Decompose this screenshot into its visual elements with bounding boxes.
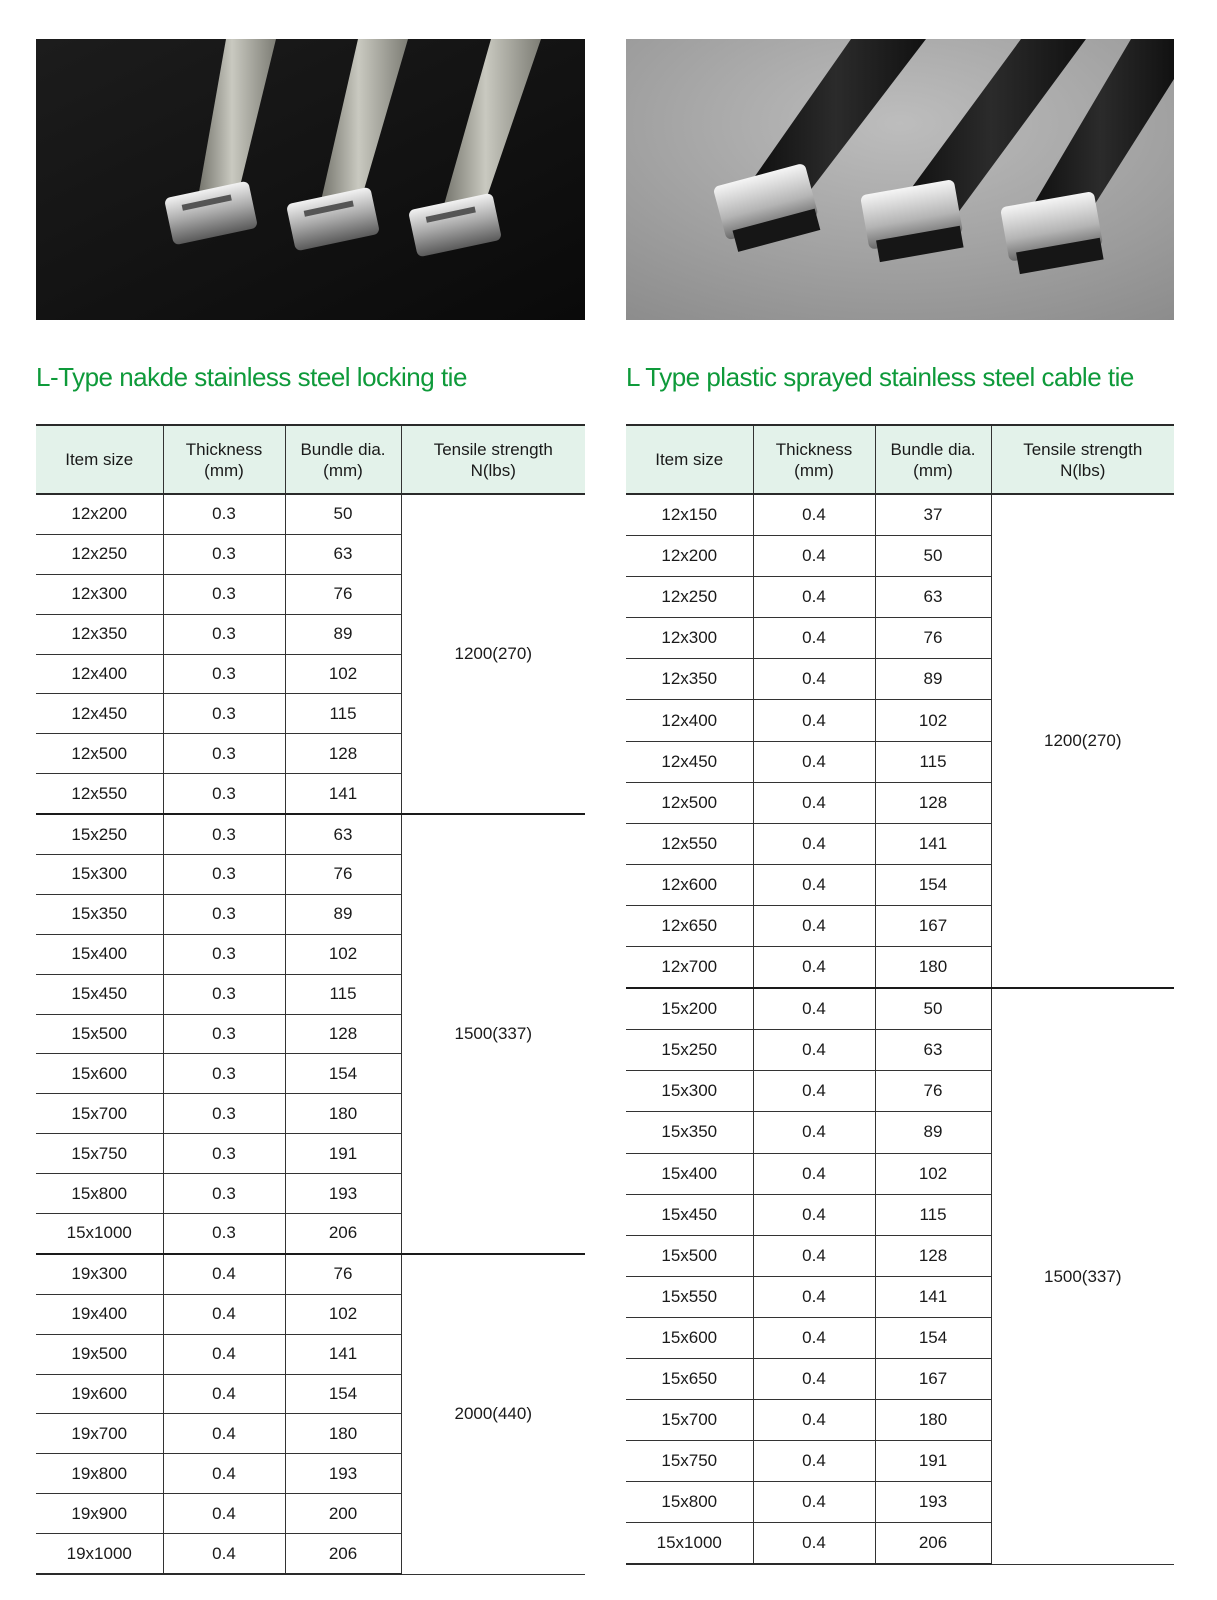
cell-thickness: 0.3 <box>163 694 285 734</box>
cell-item-size: 15x350 <box>626 1112 753 1153</box>
cell-bundle-dia: 128 <box>285 734 401 774</box>
cell-thickness: 0.4 <box>753 988 875 1030</box>
cell-item-size: 15x350 <box>36 894 163 934</box>
cell-bundle-dia: 102 <box>285 654 401 694</box>
cell-thickness: 0.4 <box>753 1030 875 1071</box>
cell-bundle-dia: 37 <box>875 494 991 536</box>
cell-thickness: 0.4 <box>163 1414 285 1454</box>
cell-item-size: 12x250 <box>626 577 753 618</box>
cell-thickness: 0.3 <box>163 934 285 974</box>
cell-tensile-strength: 1500(337) <box>991 988 1174 1564</box>
cell-thickness: 0.4 <box>753 1153 875 1194</box>
cell-bundle-dia: 89 <box>285 894 401 934</box>
cell-item-size: 15x800 <box>626 1482 753 1523</box>
cell-item-size: 12x450 <box>626 741 753 782</box>
cell-bundle-dia: 128 <box>875 782 991 823</box>
cell-item-size: 19x1000 <box>36 1534 163 1574</box>
cell-item-size: 19x900 <box>36 1494 163 1534</box>
cell-bundle-dia: 63 <box>875 1030 991 1071</box>
cell-bundle-dia: 154 <box>875 1317 991 1358</box>
naked-tie-spec-table <box>36 424 585 1575</box>
cell-item-size: 12x300 <box>36 574 163 614</box>
cell-item-size: 15x450 <box>36 974 163 1014</box>
cell-item-size: 15x500 <box>36 1014 163 1054</box>
cell-bundle-dia: 154 <box>285 1054 401 1094</box>
cell-thickness: 0.3 <box>163 534 285 574</box>
cell-bundle-dia: 180 <box>285 1094 401 1134</box>
cell-item-size: 12x200 <box>36 494 163 534</box>
cell-tensile-strength: 2000(440) <box>401 1254 585 1574</box>
right-section-title: L Type plastic sprayed stainless steel cable tie <box>626 362 1134 392</box>
cell-bundle-dia: 89 <box>875 1112 991 1153</box>
cell-bundle-dia: 141 <box>285 1334 401 1374</box>
cell-item-size: 15x750 <box>36 1134 163 1174</box>
cell-bundle-dia: 200 <box>285 1494 401 1534</box>
cell-bundle-dia: 115 <box>285 974 401 1014</box>
cell-bundle-dia: 76 <box>285 1254 401 1294</box>
cell-bundle-dia: 76 <box>285 574 401 614</box>
header-bundle-dia: Bundle dia. (mm) <box>285 425 401 494</box>
table-header-row <box>36 425 585 494</box>
cell-thickness: 0.4 <box>753 494 875 536</box>
cell-bundle-dia: 89 <box>875 659 991 700</box>
cell-bundle-dia: 115 <box>875 1194 991 1235</box>
cell-item-size: 15x750 <box>626 1441 753 1482</box>
cell-item-size: 15x300 <box>626 1071 753 1112</box>
cell-bundle-dia: 102 <box>875 700 991 741</box>
cell-item-size: 15x550 <box>626 1276 753 1317</box>
cell-bundle-dia: 154 <box>285 1374 401 1414</box>
table-row <box>626 988 1174 1030</box>
cell-thickness: 0.4 <box>753 741 875 782</box>
cell-thickness: 0.3 <box>163 494 285 534</box>
cell-tensile-strength: 1500(337) <box>401 814 585 1254</box>
cell-bundle-dia: 128 <box>285 1014 401 1054</box>
cell-bundle-dia: 191 <box>285 1134 401 1174</box>
cell-item-size: 12x350 <box>36 614 163 654</box>
cell-item-size: 12x600 <box>626 864 753 905</box>
cell-item-size: 12x300 <box>626 618 753 659</box>
cell-item-size: 15x400 <box>36 934 163 974</box>
cell-item-size: 15x1000 <box>626 1523 753 1565</box>
cell-bundle-dia: 180 <box>285 1414 401 1454</box>
cell-thickness: 0.3 <box>163 855 285 895</box>
cell-bundle-dia: 63 <box>285 814 401 854</box>
cell-thickness: 0.4 <box>753 577 875 618</box>
cell-thickness: 0.3 <box>163 974 285 1014</box>
header-tensile-strength: Tensile strength N(lbs) <box>401 425 585 494</box>
cell-bundle-dia: 206 <box>285 1534 401 1574</box>
cell-thickness: 0.3 <box>163 574 285 614</box>
header-thickness: Thickness (mm) <box>753 425 875 494</box>
cell-item-size: 12x350 <box>626 659 753 700</box>
cell-thickness: 0.4 <box>753 700 875 741</box>
table-header-row <box>626 425 1174 494</box>
cell-thickness: 0.3 <box>163 1134 285 1174</box>
cell-tensile-strength: 1200(270) <box>401 494 585 814</box>
cell-item-size: 12x450 <box>36 694 163 734</box>
table-row <box>36 1254 585 1294</box>
cell-item-size: 15x450 <box>626 1194 753 1235</box>
cell-thickness: 0.3 <box>163 614 285 654</box>
cell-thickness: 0.4 <box>753 1071 875 1112</box>
cell-thickness: 0.3 <box>163 814 285 854</box>
naked-steel-tie-photo <box>36 39 585 320</box>
cell-bundle-dia: 50 <box>285 494 401 534</box>
cell-bundle-dia: 102 <box>875 1153 991 1194</box>
header-tensile-strength: Tensile strength N(lbs) <box>991 425 1174 494</box>
cell-thickness: 0.4 <box>163 1454 285 1494</box>
cell-thickness: 0.4 <box>753 905 875 946</box>
cell-bundle-dia: 63 <box>875 577 991 618</box>
cell-item-size: 12x250 <box>36 534 163 574</box>
cell-thickness: 0.4 <box>163 1534 285 1574</box>
cell-item-size: 12x500 <box>36 734 163 774</box>
cell-item-size: 19x800 <box>36 1454 163 1494</box>
cell-item-size: 15x800 <box>36 1174 163 1214</box>
cell-bundle-dia: 115 <box>285 694 401 734</box>
cell-bundle-dia: 180 <box>875 947 991 989</box>
cell-bundle-dia: 76 <box>875 1071 991 1112</box>
cell-item-size: 15x400 <box>626 1153 753 1194</box>
cell-bundle-dia: 50 <box>875 536 991 577</box>
cell-bundle-dia: 191 <box>875 1441 991 1482</box>
cell-item-size: 12x550 <box>626 823 753 864</box>
cell-item-size: 12x550 <box>36 774 163 814</box>
cell-thickness: 0.4 <box>753 823 875 864</box>
cell-thickness: 0.3 <box>163 1094 285 1134</box>
cell-thickness: 0.3 <box>163 734 285 774</box>
cell-item-size: 12x150 <box>626 494 753 536</box>
cell-thickness: 0.4 <box>163 1294 285 1334</box>
cell-item-size: 12x500 <box>626 782 753 823</box>
table-row <box>36 814 585 854</box>
cell-thickness: 0.3 <box>163 1214 285 1254</box>
cell-thickness: 0.4 <box>753 1482 875 1523</box>
cell-thickness: 0.4 <box>753 1441 875 1482</box>
header-bundle-dia: Bundle dia. (mm) <box>875 425 991 494</box>
cell-thickness: 0.4 <box>753 1276 875 1317</box>
cell-thickness: 0.3 <box>163 774 285 814</box>
cell-thickness: 0.4 <box>753 864 875 905</box>
coated-steel-tie-photo <box>626 39 1174 320</box>
cell-bundle-dia: 141 <box>285 774 401 814</box>
cell-thickness: 0.4 <box>163 1334 285 1374</box>
header-item-size: Item size <box>626 425 753 494</box>
cell-thickness: 0.4 <box>753 536 875 577</box>
cell-bundle-dia: 167 <box>875 905 991 946</box>
cell-thickness: 0.4 <box>753 659 875 700</box>
coated-tie-spec-table <box>626 424 1174 1565</box>
cell-bundle-dia: 102 <box>285 1294 401 1334</box>
cell-item-size: 15x250 <box>626 1030 753 1071</box>
cell-thickness: 0.3 <box>163 1014 285 1054</box>
cell-thickness: 0.3 <box>163 894 285 934</box>
cell-bundle-dia: 141 <box>875 1276 991 1317</box>
cell-thickness: 0.4 <box>753 1235 875 1276</box>
cell-bundle-dia: 154 <box>875 864 991 905</box>
cell-bundle-dia: 193 <box>285 1174 401 1214</box>
cell-bundle-dia: 102 <box>285 934 401 974</box>
cell-item-size: 15x500 <box>626 1235 753 1276</box>
cell-item-size: 15x300 <box>36 855 163 895</box>
cell-tensile-strength: 1200(270) <box>991 494 1174 988</box>
cell-bundle-dia: 63 <box>285 534 401 574</box>
left-section-title: L-Type nakde stainless steel locking tie <box>36 362 467 392</box>
cell-item-size: 15x200 <box>626 988 753 1030</box>
cell-item-size: 15x600 <box>626 1317 753 1358</box>
cell-thickness: 0.4 <box>753 1317 875 1358</box>
cell-bundle-dia: 206 <box>875 1523 991 1565</box>
cell-bundle-dia: 141 <box>875 823 991 864</box>
cell-bundle-dia: 128 <box>875 1235 991 1276</box>
cell-thickness: 0.4 <box>753 947 875 989</box>
cell-item-size: 12x700 <box>626 947 753 989</box>
cell-bundle-dia: 193 <box>285 1454 401 1494</box>
cell-thickness: 0.4 <box>163 1374 285 1414</box>
cell-item-size: 15x650 <box>626 1358 753 1399</box>
cell-bundle-dia: 180 <box>875 1400 991 1441</box>
header-item-size: Item size <box>36 425 163 494</box>
cell-item-size: 15x700 <box>626 1400 753 1441</box>
cell-thickness: 0.4 <box>163 1494 285 1534</box>
cell-thickness: 0.4 <box>753 782 875 823</box>
cell-thickness: 0.4 <box>753 1358 875 1399</box>
cell-item-size: 12x400 <box>626 700 753 741</box>
cell-bundle-dia: 167 <box>875 1358 991 1399</box>
cell-bundle-dia: 89 <box>285 614 401 654</box>
cell-thickness: 0.4 <box>753 618 875 659</box>
cell-thickness: 0.3 <box>163 1054 285 1094</box>
cell-thickness: 0.3 <box>163 1174 285 1214</box>
cell-bundle-dia: 50 <box>875 988 991 1030</box>
cell-bundle-dia: 76 <box>875 618 991 659</box>
cell-bundle-dia: 206 <box>285 1214 401 1254</box>
cell-item-size: 12x200 <box>626 536 753 577</box>
cell-item-size: 19x300 <box>36 1254 163 1294</box>
cell-item-size: 15x1000 <box>36 1214 163 1254</box>
cell-item-size: 19x600 <box>36 1374 163 1414</box>
cell-thickness: 0.4 <box>753 1112 875 1153</box>
cell-item-size: 15x250 <box>36 814 163 854</box>
cell-bundle-dia: 193 <box>875 1482 991 1523</box>
cell-item-size: 12x400 <box>36 654 163 694</box>
cell-thickness: 0.4 <box>753 1400 875 1441</box>
cell-thickness: 0.4 <box>753 1194 875 1235</box>
cell-item-size: 15x700 <box>36 1094 163 1134</box>
cell-item-size: 15x600 <box>36 1054 163 1094</box>
cell-item-size: 12x650 <box>626 905 753 946</box>
cell-bundle-dia: 115 <box>875 741 991 782</box>
table-row <box>36 494 585 534</box>
cell-item-size: 19x400 <box>36 1294 163 1334</box>
cell-thickness: 0.3 <box>163 654 285 694</box>
table-row <box>626 494 1174 536</box>
cell-thickness: 0.4 <box>163 1254 285 1294</box>
cell-thickness: 0.4 <box>753 1523 875 1565</box>
cell-bundle-dia: 76 <box>285 855 401 895</box>
cell-item-size: 19x700 <box>36 1414 163 1454</box>
header-thickness: Thickness (mm) <box>163 425 285 494</box>
cell-item-size: 19x500 <box>36 1334 163 1374</box>
